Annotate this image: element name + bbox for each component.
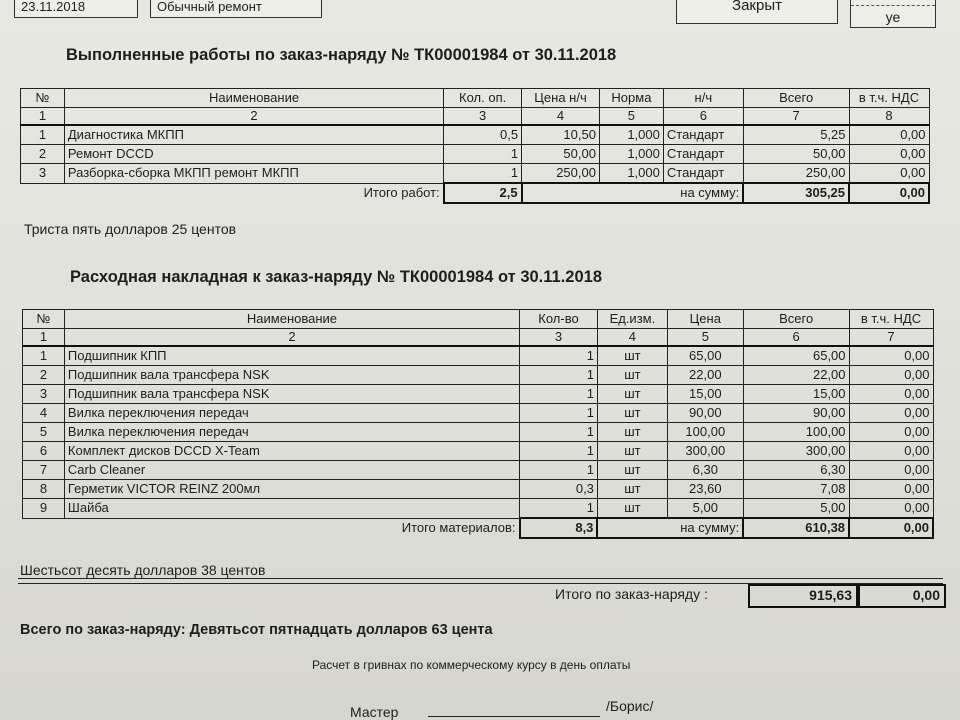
table-cell: 250,00 — [522, 164, 600, 184]
table-row — [23, 423, 934, 442]
table-cell: 5,00 — [667, 499, 743, 519]
table-cell: 6,30 — [743, 461, 849, 480]
table-cell: 1,000 — [599, 145, 663, 164]
table-cell: шт — [597, 404, 667, 423]
materials-col-header-4: Цена — [667, 310, 743, 329]
works-col-header-6: Всего — [743, 89, 849, 108]
materials-col-number-4: 5 — [667, 329, 743, 347]
table-cell: 90,00 — [743, 404, 849, 423]
table-row — [23, 499, 934, 519]
table-row — [23, 442, 934, 461]
repair-type: Обычный ремонт — [157, 0, 262, 14]
table-cell: 250,00 — [743, 164, 849, 184]
materials-col-number-6: 7 — [849, 329, 933, 347]
table-row — [23, 480, 934, 499]
works-col-number-1: 2 — [64, 108, 443, 126]
grand-total-sum-box — [748, 584, 858, 608]
table-cell: 90,00 — [667, 404, 743, 423]
repair-type-field — [150, 0, 322, 18]
works-col-number-7: 8 — [849, 108, 929, 126]
works-total-row — [21, 183, 930, 203]
table-cell: Стандарт — [663, 125, 743, 145]
materials-total-label: Итого материалов: — [401, 520, 516, 536]
table-cell: 1 — [520, 461, 598, 480]
table-cell: 1,000 — [599, 164, 663, 184]
status-field — [676, 0, 838, 24]
materials-total-sum: 610,38 — [743, 518, 849, 538]
materials-col-number-5: 6 — [743, 329, 849, 347]
table-cell: 8 — [23, 480, 65, 499]
works-header-row — [21, 89, 930, 108]
table-cell: 3 — [21, 164, 65, 184]
table-cell: 65,00 — [743, 346, 849, 366]
table-row — [23, 366, 934, 385]
signature-line — [428, 716, 600, 717]
table-cell: 15,00 — [667, 385, 743, 404]
table-cell: 10,50 — [522, 125, 600, 145]
materials-total-qty: 8,3 — [520, 518, 598, 538]
table-cell: 7 — [23, 461, 65, 480]
materials-total-row — [23, 518, 934, 538]
table-cell: Carb Cleaner — [64, 461, 519, 480]
materials-header-row — [23, 310, 934, 329]
table-cell: 1 — [23, 346, 65, 366]
table-cell: 100,00 — [667, 423, 743, 442]
works-total-vat: 0,00 — [849, 183, 929, 203]
table-cell: 50,00 — [522, 145, 600, 164]
table-row — [21, 164, 930, 184]
grand-total-vat: 0,00 — [912, 587, 940, 603]
table-cell: шт — [597, 366, 667, 385]
table-cell: 0,00 — [849, 480, 933, 499]
table-cell: 2 — [23, 366, 65, 385]
order-date: 23.11.2018 — [21, 0, 86, 14]
materials-table — [22, 309, 934, 539]
table-cell: 0,00 — [849, 125, 929, 145]
table-cell: 22,00 — [743, 366, 849, 385]
table-cell: Диагностика МКПП — [64, 125, 443, 145]
table-cell: 300,00 — [743, 442, 849, 461]
grand-total-words: Всего по заказ-наряду: Девятьсот пятнадцать долларов 63 цента — [20, 622, 493, 638]
currency-value: уе — [885, 9, 901, 25]
works-sum-words: Триста пять долларов 25 центов — [24, 221, 237, 237]
table-cell: 1 — [21, 125, 65, 145]
table-cell: 1 — [520, 423, 598, 442]
table-cell: 1 — [520, 404, 598, 423]
works-col-number-6: 7 — [743, 108, 849, 126]
table-cell: 4 — [23, 404, 65, 423]
master-label: Мастер — [350, 704, 399, 720]
table-cell: 1,000 — [599, 125, 663, 145]
table-cell: 1 — [520, 346, 598, 366]
grand-total-sum: 915,63 — [809, 587, 852, 603]
payment-note: Расчет в гривнах по коммерческому курсу в день оплаты — [312, 658, 631, 672]
materials-col-header-1: Наименование — [64, 310, 519, 329]
table-cell: шт — [597, 346, 667, 366]
table-cell: 1 — [520, 385, 598, 404]
table-cell: Стандарт — [663, 145, 743, 164]
works-col-number-3: 4 — [522, 108, 600, 126]
table-cell: 65,00 — [667, 346, 743, 366]
table-cell: Стандарт — [663, 164, 743, 184]
materials-col-number-3: 4 — [597, 329, 667, 347]
table-cell: 22,00 — [667, 366, 743, 385]
works-col-number-5: 6 — [663, 108, 743, 126]
works-col-header-0: № — [21, 89, 65, 108]
table-row — [23, 346, 934, 366]
materials-col-number-0: 1 — [23, 329, 65, 347]
materials-col-header-6: в т.ч. НДС — [849, 310, 933, 329]
table-cell: 0,00 — [849, 145, 929, 164]
table-cell: шт — [597, 461, 667, 480]
works-total-sum: 305,25 — [743, 183, 849, 203]
grand-total-label: Итого по заказ-наряду : — [555, 586, 708, 602]
table-cell: Подшипник вала трансфера NSK — [64, 385, 519, 404]
works-title: Выполненные работы по заказ-наряду № ТК00001984 от 30.11.2018 — [66, 46, 617, 64]
table-cell: шт — [597, 442, 667, 461]
grand-total-vat-box — [858, 584, 946, 608]
materials-sum-label: на сумму: — [597, 518, 743, 538]
table-cell: 6,30 — [667, 461, 743, 480]
works-col-header-7: в т.ч. НДС — [849, 89, 929, 108]
table-cell: шт — [597, 423, 667, 442]
table-cell: 50,00 — [743, 145, 849, 164]
table-cell: Герметик VICTOR REINZ 200мл — [64, 480, 519, 499]
works-col-number-0: 1 — [21, 108, 65, 126]
table-cell: 0,00 — [849, 164, 929, 184]
table-cell: 23,60 — [667, 480, 743, 499]
table-cell: Ремонт DCCD — [64, 145, 443, 164]
table-cell: Шайба — [64, 499, 519, 519]
works-col-header-4: Норма — [599, 89, 663, 108]
table-cell: 0,00 — [849, 366, 933, 385]
table-cell: 0,5 — [444, 125, 522, 145]
materials-col-number-2: 3 — [520, 329, 598, 347]
table-cell: Разборка-сборка МКПП ремонт МКПП — [64, 164, 443, 184]
works-col-header-1: Наименование — [64, 89, 443, 108]
materials-total-vat: 0,00 — [849, 518, 933, 538]
works-col-header-3: Цена н/ч — [522, 89, 600, 108]
table-cell: 1 — [520, 499, 598, 519]
table-cell: 0,00 — [849, 346, 933, 366]
works-col-number-2: 3 — [444, 108, 522, 126]
works-col-header-5: н/ч — [663, 89, 743, 108]
table-cell: 9 — [23, 499, 65, 519]
table-cell: шт — [597, 480, 667, 499]
table-cell: 7,08 — [743, 480, 849, 499]
materials-title: Расходная накладная к заказ-наряду № ТК00001984 от 30.11.2018 — [70, 268, 602, 286]
works-col-header-2: Кол. оп. — [444, 89, 522, 108]
works-col-number-4: 5 — [599, 108, 663, 126]
table-row — [21, 125, 930, 145]
table-cell: 0,00 — [849, 385, 933, 404]
table-cell: 3 — [23, 385, 65, 404]
table-cell: 0,00 — [849, 461, 933, 480]
materials-col-number-1: 2 — [64, 329, 519, 347]
table-row — [23, 461, 934, 480]
works-total-label: Итого работ: — [363, 185, 440, 201]
table-cell: 0,00 — [849, 404, 933, 423]
works-sum-label: на сумму: — [522, 183, 744, 203]
order-date-field — [14, 0, 138, 18]
table-cell: Вилка переключения передач — [64, 423, 519, 442]
materials-col-header-0: № — [23, 310, 65, 329]
table-cell: шт — [597, 499, 667, 519]
works-total-qty: 2,5 — [444, 183, 522, 203]
table-cell: Подшипник вала трансфера NSK — [64, 366, 519, 385]
table-cell: 1 — [520, 442, 598, 461]
table-cell: Комплект дисков DCCD X-Team — [64, 442, 519, 461]
works-table — [20, 88, 930, 204]
materials-sum-words: Шестьсот десять долларов 38 центов — [20, 562, 266, 578]
table-cell: 1 — [444, 164, 522, 184]
materials-column-numbers — [23, 329, 934, 347]
table-cell: 0,00 — [849, 499, 933, 519]
table-cell: 5,00 — [743, 499, 849, 519]
table-cell: 1 — [444, 145, 522, 164]
table-cell: 2 — [21, 145, 65, 164]
table-cell: 0,00 — [849, 423, 933, 442]
table-cell: Вилка переключения передач — [64, 404, 519, 423]
table-cell: шт — [597, 385, 667, 404]
table-cell: 5 — [23, 423, 65, 442]
materials-col-header-3: Ед.изм. — [597, 310, 667, 329]
table-cell: 5,25 — [743, 125, 849, 145]
materials-col-header-5: Всего — [743, 310, 849, 329]
table-row — [21, 145, 930, 164]
table-row — [23, 385, 934, 404]
table-cell: 6 — [23, 442, 65, 461]
materials-col-header-2: Кол-во — [520, 310, 598, 329]
master-name: /Борис/ — [606, 698, 654, 714]
works-column-numbers — [21, 108, 930, 126]
table-cell: 0,3 — [520, 480, 598, 499]
table-cell: 100,00 — [743, 423, 849, 442]
status-value: Закрыт — [732, 0, 782, 14]
table-cell: 0,00 — [849, 442, 933, 461]
table-cell: 1 — [520, 366, 598, 385]
table-cell: Подшипник КПП — [64, 346, 519, 366]
currency-field — [850, 0, 936, 28]
table-cell: 15,00 — [743, 385, 849, 404]
table-cell: 300,00 — [667, 442, 743, 461]
table-row — [23, 404, 934, 423]
